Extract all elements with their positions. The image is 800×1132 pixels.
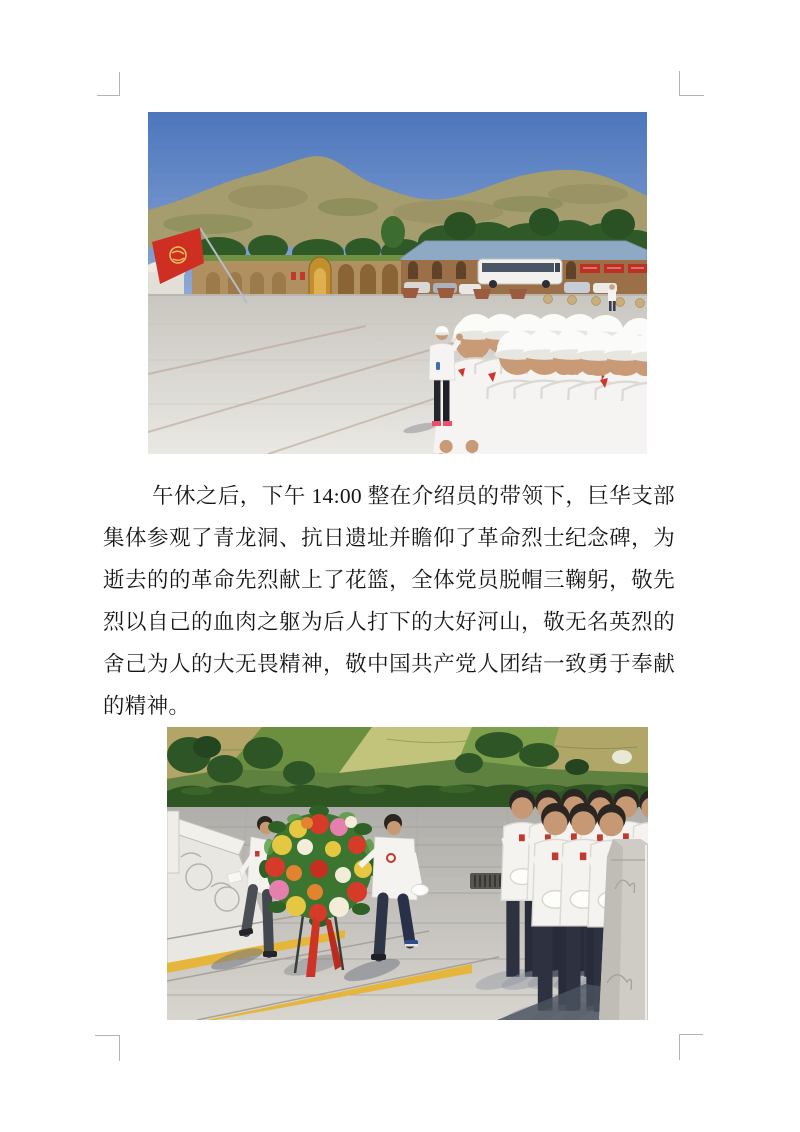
photo-wreath-laying [167,727,648,1020]
crop-mark-top-left [97,72,120,96]
paragraph-line: 逝去的的革命先烈献上了花篮，全体党员脱帽三鞠躬，敬先 [103,568,675,592]
paragraph-line: 舍己为人的大无畏精神，敬中国共产党人团结一致勇于奉献 [103,652,675,676]
crop-mark-bottom-right [679,1034,703,1060]
paragraph-line: 烈以自己的血肉之躯为后人打下的大好河山，敬无名英烈的 [103,610,675,634]
photo-oath-ceremony [148,112,647,454]
body-paragraph [103,475,675,727]
paragraph-line: 午休之后，下午 14:00 整在介绍员的带领下，巨华支部 [152,484,675,508]
paragraph-line: 的精神。 [103,694,191,718]
crop-mark-bottom-left [95,1035,120,1061]
crop-mark-top-right [679,71,704,96]
paragraph-line: 集体参观了青龙洞、抗日遗址并瞻仰了革命烈士纪念碑，为 [103,526,675,550]
top-photo-bus [478,259,562,288]
